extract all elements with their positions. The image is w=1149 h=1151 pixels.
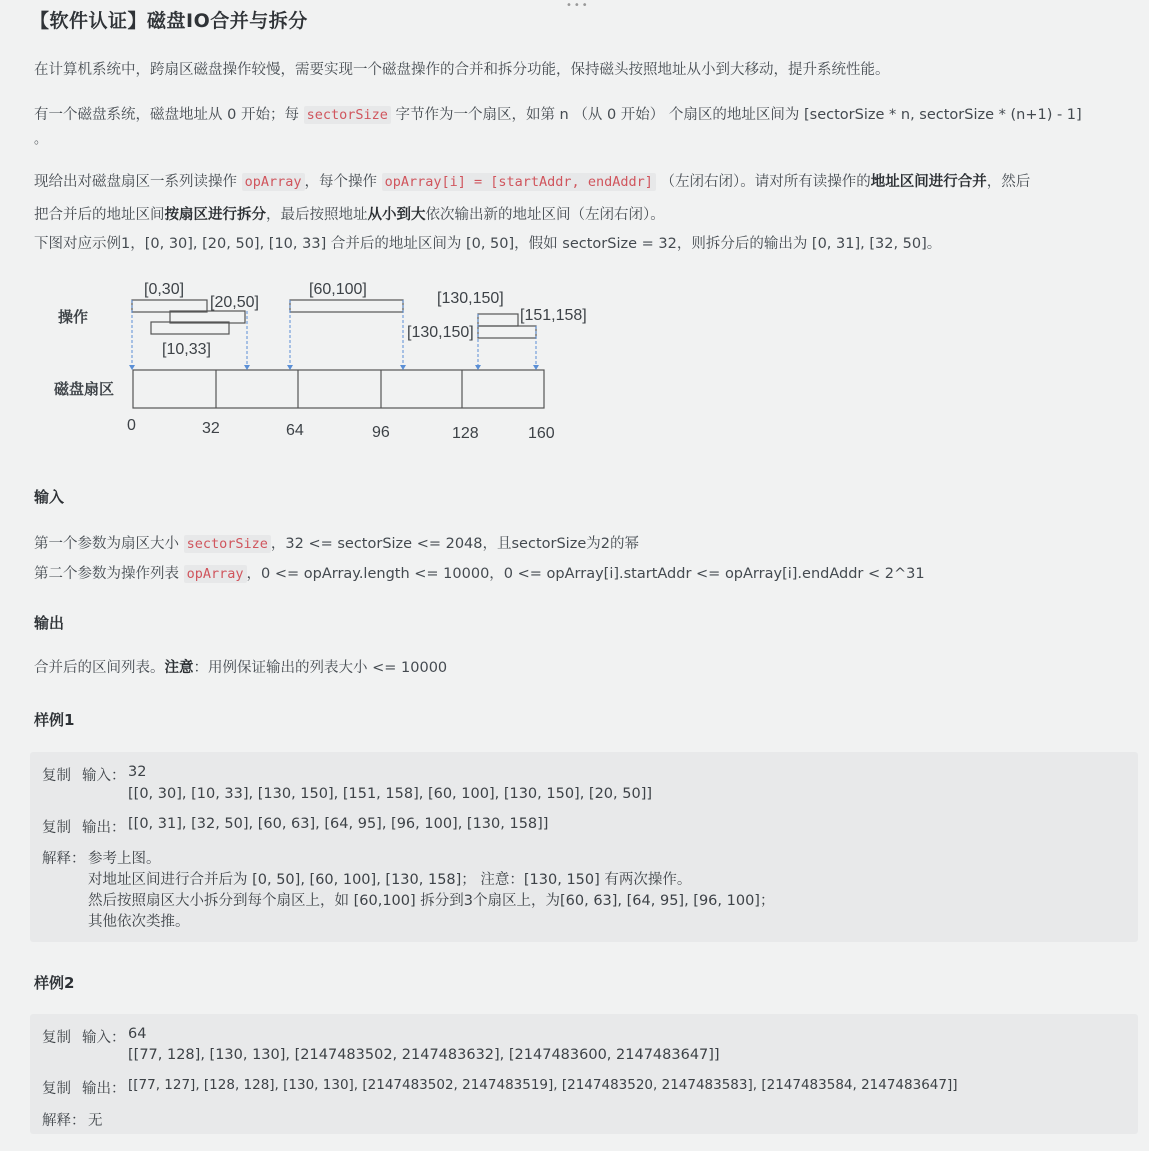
intro-paragraph-5: 下图对应示例1，[0, 30], [20, 50], [10, 33] 合并后的地址区间为 [0, 50]，假如 sectorSize = 32，则拆分后的输出为 [0, 31], [32, 50]。	[34, 236, 942, 252]
sample2-box	[30, 1014, 1138, 1134]
op-bar-130-150-b	[478, 326, 536, 338]
code-oparray-element: opArray[i] = [startAddr, endAddr]	[382, 173, 656, 191]
input-label: 输入：	[82, 768, 126, 784]
text: 第一个参数为扇区大小	[34, 536, 184, 552]
sample2-input-array: [[77, 128], [130, 130], [2147483502, 2147483632], [2147483600, 2147483647]]	[128, 1047, 720, 1063]
op-label: [151,158]	[520, 307, 587, 324]
arrow-icon	[400, 365, 406, 370]
input-line-1	[34, 532, 639, 553]
bold-text: 从小到大	[367, 207, 426, 223]
text: ：用例保证输出的列表大小 <= 10000	[193, 660, 448, 676]
sample1-explain-1: 参考上图。	[88, 851, 161, 867]
op-bar-20-50	[170, 311, 245, 323]
text: 现给出对磁盘扇区一系列读操作	[34, 174, 242, 190]
op-label: [130,150]	[407, 324, 474, 341]
input-heading: 输入	[34, 488, 65, 506]
arrow-icon	[533, 365, 539, 370]
text: 把合并后的地址区间	[34, 207, 165, 223]
bold-text: 按扇区进行拆分	[164, 207, 266, 223]
sample1-input-size: 32	[128, 764, 147, 780]
op-bar-10-33	[151, 322, 229, 334]
code-sectorsize: sectorSize	[184, 535, 271, 553]
text: 第二个参数为操作列表	[34, 566, 184, 582]
sample2-input-size: 64	[128, 1026, 147, 1042]
copy-button[interactable]: 复制	[42, 820, 71, 836]
sample1-explain-2: 对地址区间进行合并后为 [0, 50], [60, 100], [130, 158]； 注意：[130, 150] 有两次操作。	[88, 872, 692, 888]
text: ，然后	[986, 174, 1031, 190]
code-oparray: opArray	[242, 173, 305, 191]
op-bar-60-100	[290, 300, 403, 312]
page-title: 【软件认证】磁盘IO合并与拆分	[30, 10, 308, 32]
text: ，最后按照地址	[266, 207, 368, 223]
output-line-1	[34, 656, 447, 677]
bold-text: 注意	[164, 660, 194, 676]
sample2-explain-1: 无	[88, 1113, 103, 1129]
op-bar-130-150-a	[478, 314, 518, 326]
text: 依次输出新的地址区间（左闭右闭）。	[425, 207, 665, 223]
intro-paragraph-2-end: 。	[34, 132, 48, 147]
row-label-op: 操作	[58, 308, 89, 326]
sample1-explain-4: 其他依次类推。	[88, 914, 190, 930]
tick-label: 160	[528, 425, 555, 442]
intro-paragraph-3	[34, 170, 1030, 191]
copy-button[interactable]: 复制	[42, 1030, 71, 1046]
sample2-heading: 样例2	[34, 974, 75, 992]
sample1-input-array: [[0, 30], [10, 33], [130, 150], [151, 158], [60, 100], [130, 150], [20, 50]]	[128, 786, 653, 802]
tick-label: 96	[372, 424, 390, 441]
disk-sectors	[133, 370, 544, 408]
code-sectorsize: sectorSize	[304, 106, 391, 124]
explain-label: 解释：	[42, 851, 86, 867]
copy-button[interactable]: 复制	[42, 1081, 71, 1097]
sample2-output: [[77, 127], [128, 128], [130, 130], [2147483502, 2147483519], [2147483520, 2147483583], [2147483584, 2147483647]]	[128, 1077, 958, 1093]
tick-label: 32	[202, 420, 220, 437]
text: 合并后的区间列表。	[34, 660, 165, 676]
op-label: [20,50]	[210, 294, 259, 311]
output-label: 输出：	[82, 1081, 126, 1097]
explain-label: 解释：	[42, 1113, 86, 1129]
sample1-explain-3: 然后按照扇区大小拆分到每个扇区上，如 [60,100] 拆分到3个扇区上，为[60, 63], [64, 95], [96, 100]；	[88, 893, 775, 909]
drag-handle-icon[interactable]: •••	[566, 0, 590, 11]
input-label: 输入：	[82, 1030, 126, 1046]
sample1-box	[30, 752, 1138, 942]
intro-paragraph-1: 在计算机系统中，跨扇区磁盘操作较慢，需要实现一个磁盘操作的合并和拆分功能，保持磁头按照地址从小到大移动，提升系统性能。	[34, 62, 890, 78]
row-label-disk: 磁盘扇区	[54, 380, 115, 398]
tick-label: 128	[452, 425, 479, 442]
intro-paragraph-4	[34, 203, 665, 224]
text: 字节作为一个扇区，如第 n （从 0 开始） 个扇区的地址区间为 [sectorSize * n, sectorSize * (n+1) - 1]	[390, 107, 1082, 123]
arrow-icon	[244, 365, 250, 370]
sample1-output: [[0, 31], [32, 50], [60, 63], [64, 95], [96, 100], [130, 158]]	[128, 816, 549, 832]
op-label: [60,100]	[309, 281, 367, 298]
op-label: [0,30]	[144, 281, 185, 298]
copy-button[interactable]: 复制	[42, 768, 71, 784]
text: （左闭右闭）。请对所有读操作的	[655, 174, 871, 190]
text: ，32 <= sectorSize <= 2048，且sectorSize为2的幂	[270, 536, 639, 552]
bold-text: 地址区间进行合并	[870, 174, 987, 190]
arrow-icon	[475, 365, 481, 370]
tick-label: 0	[127, 417, 136, 434]
sample1-heading: 样例1	[34, 711, 75, 729]
intro-paragraph-2	[34, 103, 1082, 124]
text: ，0 <= opArray.length <= 10000，0 <= opArray[i].startAddr <= opArray[i].endAddr < 2^31	[246, 566, 925, 582]
arrow-icon	[287, 365, 293, 370]
code-oparray: opArray	[184, 565, 247, 583]
text: ，每个操作	[304, 174, 382, 190]
arrow-icon	[129, 365, 135, 370]
op-bar-0-30	[132, 300, 207, 312]
output-heading: 输出	[34, 614, 65, 632]
tick-label: 64	[286, 422, 304, 439]
text: 有一个磁盘系统，磁盘地址从 0 开始；每	[34, 107, 304, 123]
input-line-2	[34, 562, 925, 583]
merge-diagram	[50, 270, 610, 450]
op-label: [130,150]	[437, 290, 504, 307]
output-label: 输出：	[82, 820, 126, 836]
op-label: [10,33]	[162, 341, 211, 358]
